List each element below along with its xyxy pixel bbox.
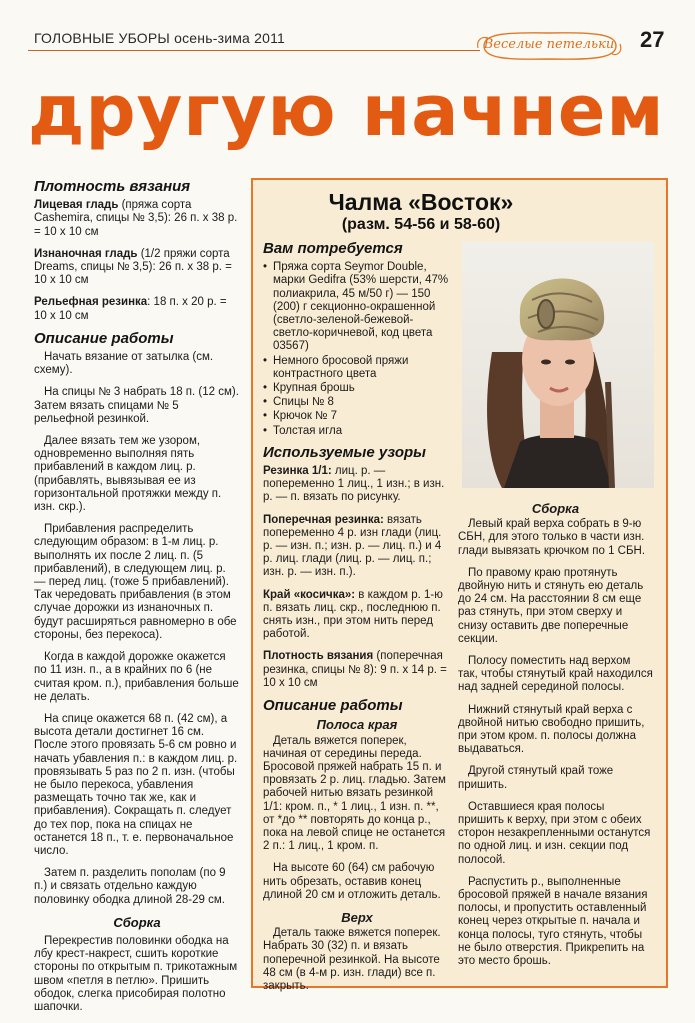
- list-item: • Спицы № 8: [263, 396, 451, 409]
- list-item: • Пряжа сорта Seymor Double, марки Gedifra (53% шерсти, 47% полиакрила, 45 м/50 г) — 150 (200) г секционно-окрашенной (светло-зеленой-бежевой-светло-коричневой, код цвета 03567): [263, 261, 451, 353]
- page-number: 27: [640, 27, 665, 52]
- list-item: • Немного бросовой пряжи контрастного цвета: [263, 355, 451, 381]
- paragraph: По правому краю протянуть двойную нить и стянуть ею деталь до 24 см. На расстоянии 8 см еще раз стянуть, при этом сверху и снизу оставить две поперечные секции.: [458, 566, 644, 645]
- assembly-title: Сборка: [113, 914, 161, 930]
- paragraph: Оставшиеся края полосы пришить к верху, при этом с обеих сторон незакрепленными останутся по одной лиц. и изн. секции под полосой.: [458, 800, 651, 866]
- paragraph: Прибавления распределить следующим образом: в 1-м лиц. р. выполнять их после 2 лиц. п. (5 прибавлений), в следующем лиц. р. — перед лиц. (тоже 5 прибавлений). Так чередовать прибавления (в этом случае дорожки из изнаночных п. будут расширяться равномерно в обе стороны, без перекоса).: [34, 523, 237, 641]
- paragraph: Деталь вяжется поперек, начиная от середины переда. Бросовой пряжей набрать 15 п. и провязать 2 р. лиц. гладью. Затем рабочей нитью вязать резинкой 1/1: кром. п., * 1 лиц., 1 изн. п. **, от *до ** повторять до конца р., пока на левой спице не останется 2 п.: 1 лиц., 1 кром. п.: [263, 734, 446, 853]
- project-sizes: (разм. 54-56 и 58-60): [341, 216, 501, 233]
- list-item: • Крупная брошь: [263, 382, 451, 395]
- box-work-title: Описание работы: [263, 697, 403, 715]
- paragraph: Распустить р., выполненные бросовой пряжей в начале вязания полосы, и пропустить оставленный конец через открытые п. начала и конца полосы, туго стянуть, чтобы не было отверстия. Прикрепить на это место брошь.: [458, 875, 648, 968]
- badge-text: Веселые петельки: [483, 37, 615, 52]
- pattern-item: Плотность вязания (поперечная резинка, спицы № 8): 9 п. х 14 р. = 10 х 10 см: [263, 650, 447, 689]
- gauge-item: Лицевая гладь (пряжа сорта Cashemira, спицы № 3,5): 26 п. х 38 р. = 10 х 10 см: [34, 199, 238, 238]
- list-item: • Крючок № 7: [263, 410, 451, 423]
- paragraph: Начать вязание от затылка (см. схему).: [34, 351, 214, 377]
- box-assembly-title: Сборка: [531, 501, 580, 516]
- paragraph: На спицы № 3 набрать 18 п. (12 см). Затем вязать спицами № 5 рельефной резинкой.: [34, 386, 239, 425]
- pattern-item: Край «косичка»: в каждом р. 1-ю п. вязать лиц. скр., последнюю п. снять изн., при этом нить перед работой.: [263, 588, 443, 641]
- edge-title: Полоса края: [316, 717, 398, 733]
- pattern-item: Резинка 1/1: лиц. р. — попеременно 1 лиц., 1 изн.; в изн. р. — п. вязать по рисунку.: [263, 465, 445, 504]
- need-title: Вам потребуется: [263, 240, 403, 257]
- box-middle-column: [263, 240, 451, 1002]
- season: осень-зима 2011: [174, 30, 286, 46]
- paragraph: Полосу поместить над верхом так, чтобы стянутый край находился над задней серединой полосы.: [458, 655, 653, 694]
- paragraph: Нижний стянутый край верха с двойной нитью свободно пришить, при этом кром. п. полосы должна выдаваться.: [458, 703, 645, 756]
- paragraph: Другой стянутый край тоже пришить.: [458, 765, 614, 791]
- work-title: Описание работы: [34, 329, 174, 347]
- running-header: [34, 30, 285, 46]
- gauge-title: Плотность вязания: [34, 178, 191, 195]
- header-rule: [28, 50, 480, 51]
- headline: другую начнем: [28, 70, 665, 152]
- paragraph: На высоте 60 (64) см рабочую нить обрезать, оставив конец длиной 20 см и отложить деталь.: [263, 862, 441, 901]
- model-photo: [462, 242, 654, 488]
- gauge-item: Рельефная резинка: 18 п. х 20 р. = 10 х 10 см: [34, 296, 227, 322]
- box-right-column: [458, 496, 653, 977]
- pattern-item: Поперечная резинка: вязать попеременно 4 р. изн глади (лиц. р. — изн. п.; изн. р. — лиц. п.) и 4 р. лиц. глади (лиц. р. — лиц. п.; изн. р. — изн. п.).: [263, 513, 442, 579]
- paragraph: Когда в каждой дорожке окажется по 11 изн. п., а в крайних по 6 (не считая кром. п.), прибавления больше не делать.: [34, 651, 239, 703]
- section-title: ГОЛОВНЫЕ УБОРЫ: [34, 30, 171, 46]
- paragraph: Далее вязать тем же узором, одновременно выполняя пять прибавлений в каждом лиц. р. (прибавлять, вывязывая ее из горизонтальной протяжки между п. изн. скр.).: [34, 435, 222, 514]
- project-title: Чалма «Восток»: [328, 189, 514, 215]
- paragraph: На спице окажется 68 п. (42 см), а высота детали достигнет 16 см. После этого провязать 5-6 см ровно и начать убавления п.: в каждом лиц. р. провязывать 5 раз по 2 п. изн. (чтобы не было перекоса, убавления размещать точно так же, как и прибавления). Сокращать п. следует до тех пор, пока на спицах не останется 18 п., т. е. первоначальное число.: [34, 712, 238, 857]
- left-column: [34, 178, 240, 1023]
- magazine-badge: [474, 26, 624, 66]
- gauge-item: Изнаночная гладь (1/2 пряжи сорта Dreams, спицы № 3,5): 26 п. х 38 р. = 10 х 10 см: [34, 247, 232, 287]
- paragraph: Перекрестив половинки ободка на лбу крест-накрест, сшить короткие стороны по открытым п. трикотажным швом «петля в петлю». Пришить ободок, слегка присобирая полотно шапочки.: [34, 934, 238, 1013]
- paragraph: Затем п. разделить пополам (по 9 п.) и связать отдельно каждую половинку ободка длиной 28-29 см.: [34, 867, 226, 906]
- paragraph: Деталь также вяжется поперек. Набрать 30 (32) п. и вязать поперечной резинкой. На высоте 48 см (в 4-м р. изн. глади) все п. закрыть.: [263, 927, 441, 992]
- top-title: Верх: [341, 909, 373, 925]
- list-item: • Толстая игла: [263, 425, 451, 438]
- paragraph: Левый край верха собрать в 9-ю СБН, для этого только в части изн. глади вывязать крючком по 1 СБН.: [458, 518, 646, 557]
- materials-list: [263, 261, 451, 438]
- patterns-title: Используемые узоры: [263, 443, 426, 461]
